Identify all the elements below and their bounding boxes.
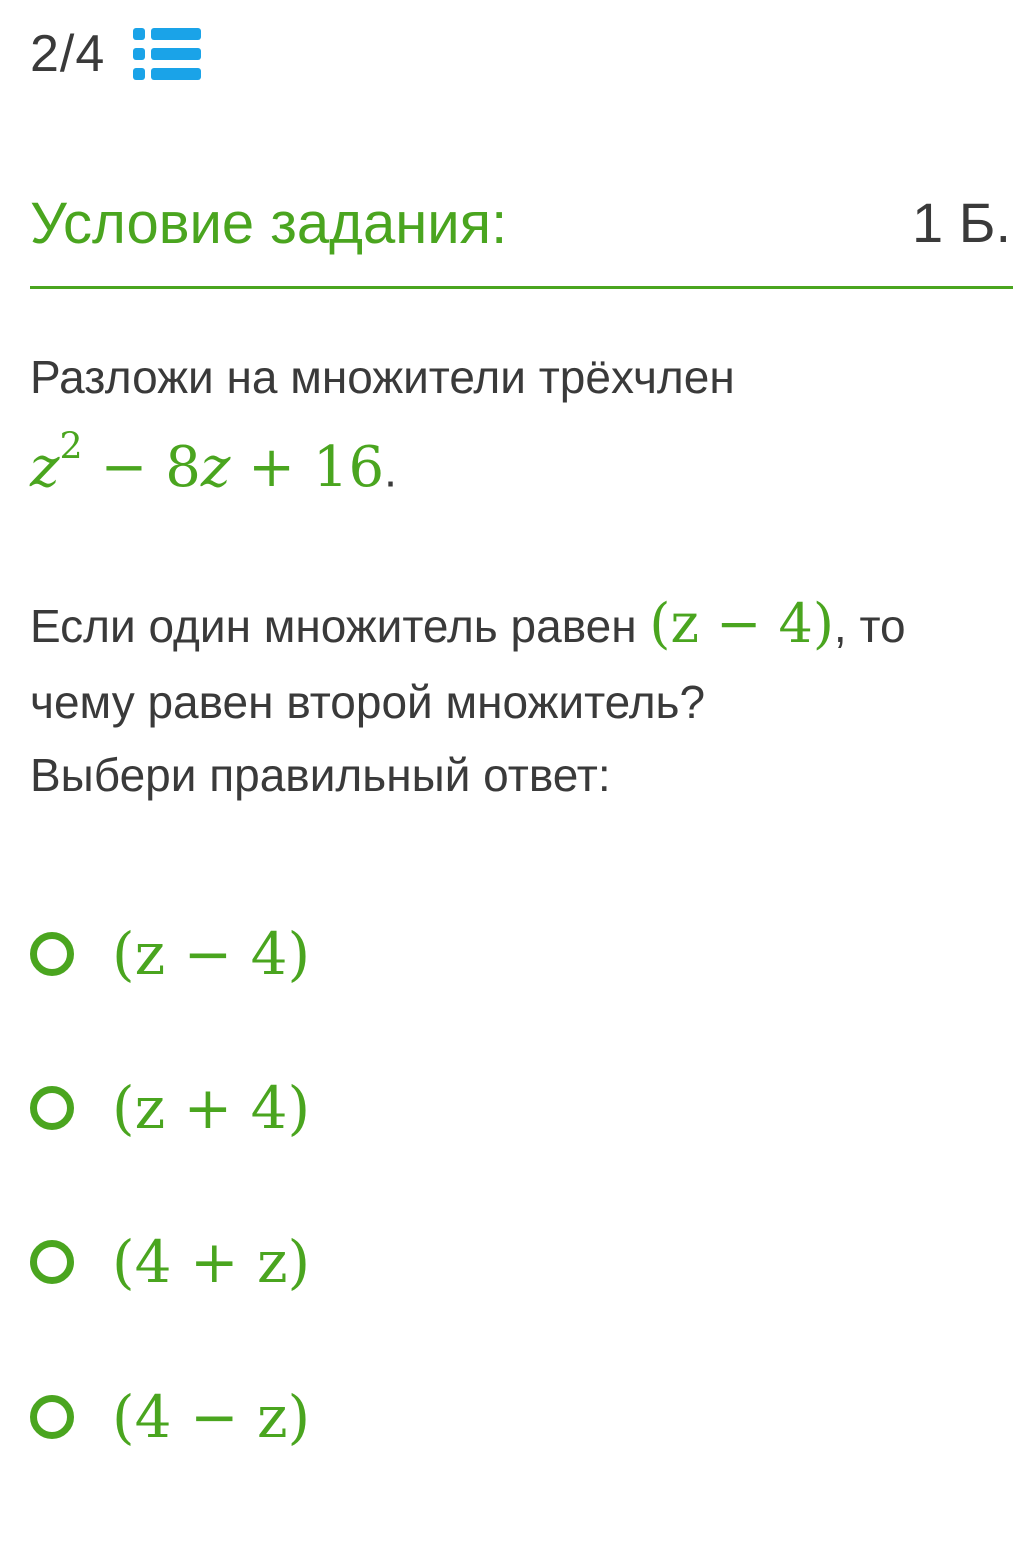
- expr-var2: z: [200, 435, 231, 501]
- option-label: (4 + z): [112, 1228, 311, 1296]
- radio-button[interactable]: [30, 1395, 74, 1439]
- radio-button[interactable]: [30, 1086, 74, 1130]
- expr-exp: 2: [59, 425, 83, 468]
- option-label: (z − 4): [112, 920, 311, 988]
- expr-var: z: [30, 435, 60, 501]
- answer-option-1[interactable]: [30, 920, 310, 988]
- task-text-line4: Выбери правильный ответ:: [30, 749, 611, 801]
- option-label: (4 − z): [112, 1383, 311, 1451]
- line2-prefix: Если один множитель равен: [30, 600, 650, 652]
- section-title: Условие задания:: [30, 191, 508, 256]
- answer-option-2[interactable]: [30, 1074, 310, 1142]
- radio-button[interactable]: [30, 1240, 74, 1284]
- task-text-line3: чему равен второй множитель?: [30, 676, 706, 728]
- list-icon[interactable]: [133, 24, 201, 84]
- answer-option-3[interactable]: [30, 1228, 310, 1296]
- task-expression: [30, 425, 397, 500]
- line2-suffix: , то: [833, 600, 906, 652]
- option-label: (z + 4): [112, 1074, 311, 1142]
- question-counter: 2/4: [30, 25, 106, 83]
- task-text-line1: Разложи на множители трёхчлен: [30, 351, 735, 403]
- expr-rest: − 8: [82, 435, 201, 501]
- expr-const: + 16: [230, 435, 385, 501]
- answer-option-4[interactable]: [30, 1383, 310, 1451]
- radio-button[interactable]: [30, 932, 74, 976]
- task-text-line2: [30, 592, 906, 655]
- line2-math: (z − 4): [649, 592, 834, 655]
- points-label: 1 Б.: [911, 191, 1011, 254]
- section-header: [30, 190, 1013, 289]
- expr-tail: .: [384, 444, 397, 497]
- top-bar: [30, 14, 201, 94]
